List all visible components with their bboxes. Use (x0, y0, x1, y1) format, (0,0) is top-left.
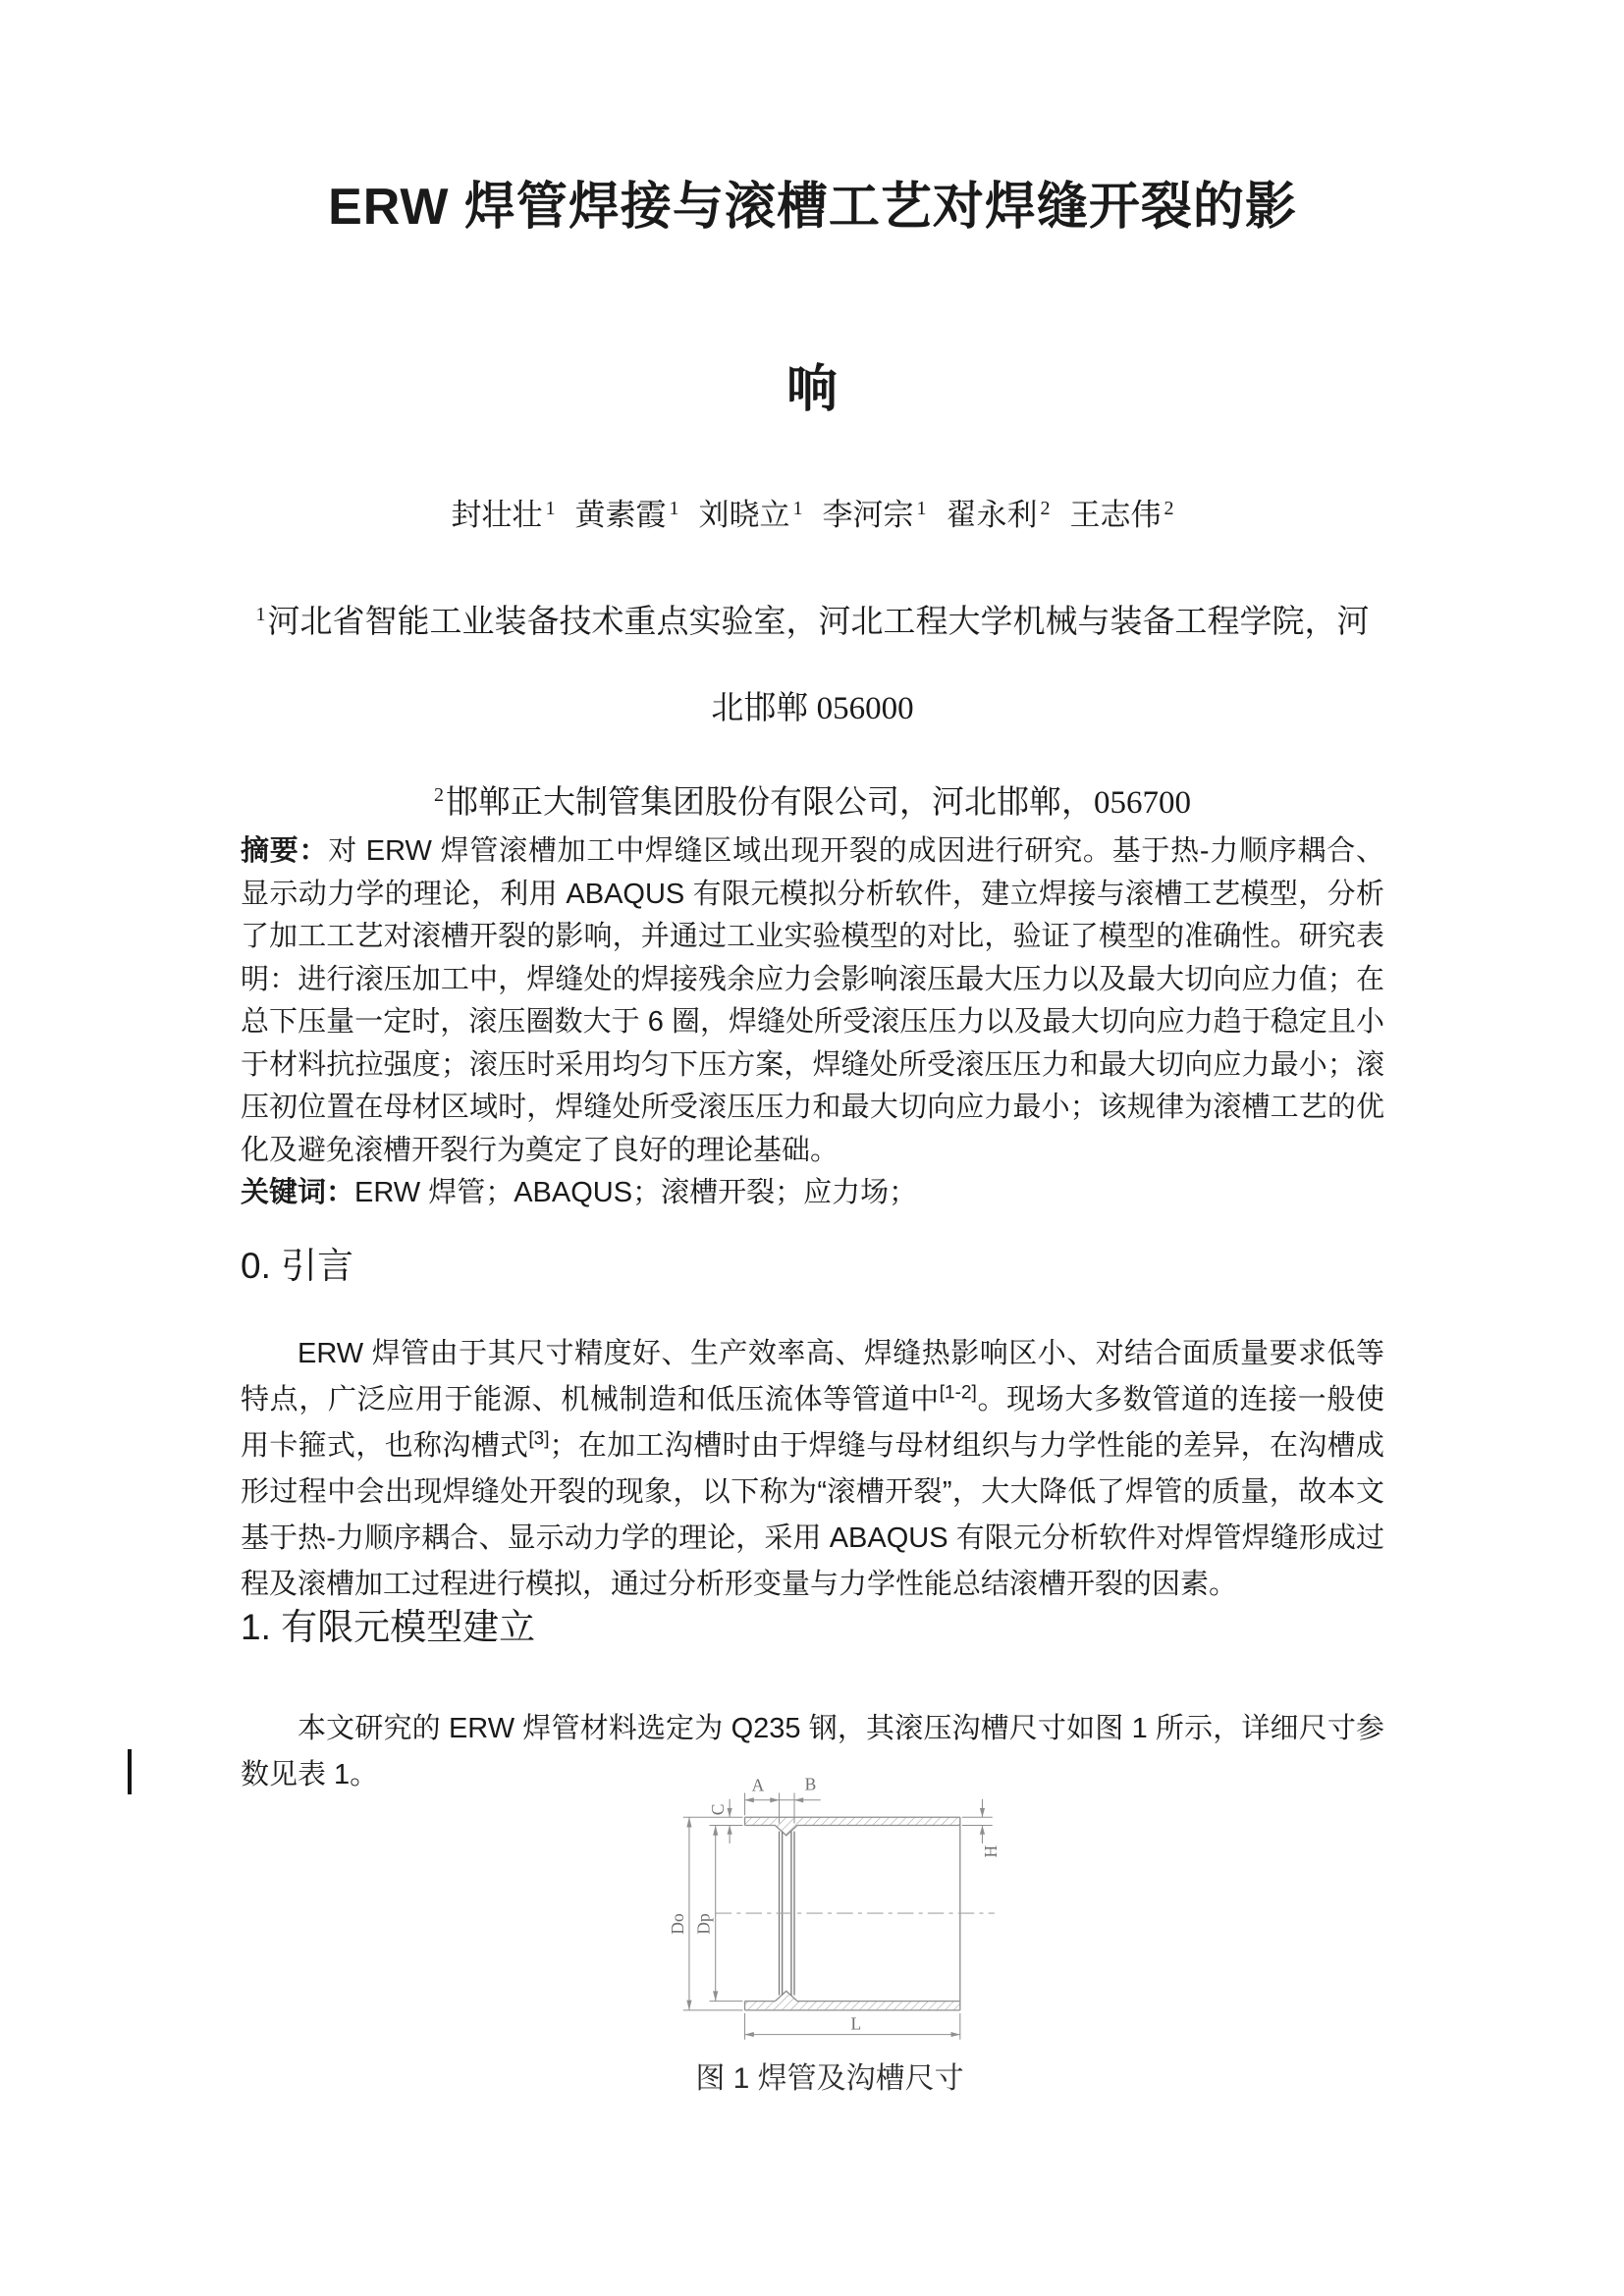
figure1-caption: 图 1 焊管及沟槽尺寸 (695, 2062, 964, 2095)
author-6-name: 王志伟 (1069, 498, 1162, 533)
dim-label-h: H (980, 1844, 1001, 1858)
author-1 (452, 498, 556, 532)
section0-text-2: 。现场大多数管道的连接一般使用卡箍式，也称沟槽式 (241, 1384, 1384, 1462)
dim-label-do: Do (667, 1913, 687, 1935)
abstract-paragraph (241, 830, 1384, 1172)
section0-text-1: ERW 焊管由于其尺寸精度好、生产效率高、焊缝热影响区小、对结合面质量要求低等特点，广泛应用于能源、机械制造和低压流体等管道中 (241, 1338, 1384, 1415)
dim-label-c: C (707, 1803, 728, 1816)
abstract-section (241, 830, 1384, 1215)
author-3-name: 刘晓立 (698, 498, 790, 533)
affiliation-1-line2: 北邯郸 056000 (711, 691, 914, 726)
affiliation-2-mark: 2 (434, 784, 444, 806)
section0-text-3: ；在加工沟槽时由于焊缝与母材组织与力学性能的差异，在沟槽成形过程中会出现焊缝处开裂的现象，以下称为“滚槽开裂”，大大降低了焊管的质量，故本文基于热-力顺序耦合、显示动力学的理论，采用 ABAQUS 有限元分析软件对焊管焊缝形成过程及滚槽加工过程进行模拟，通过分析形变量与力学性能总结滚槽开裂的因素。 (241, 1430, 1384, 1600)
author-1-affiliation-mark: 1 (545, 498, 556, 519)
keywords-text: ERW 焊管；ABAQUS；滚槽开裂；应力场； (354, 1177, 918, 1208)
abstract-label: 摘要： (241, 835, 329, 867)
paper-title (241, 116, 1384, 481)
revision-change-bar (128, 1749, 132, 1794)
paper-title-line2: 响 (785, 361, 839, 418)
author-list (241, 477, 1384, 547)
paper-title-line1: ERW 焊管焊接与滚槽工艺对焊缝开裂的影 (328, 179, 1297, 236)
affiliation-2-text1: 邯郸正大制管集团股份有限公司，河北邯郸，056700 (446, 785, 1191, 821)
section1-heading: 1. 有限元模型建立 (241, 1607, 536, 1647)
affiliation-1-mark: 1 (255, 604, 266, 625)
dim-label-b: B (804, 1775, 817, 1794)
author-4-name: 李河宗 (822, 498, 914, 533)
citation-ref-1-2: [1-2] (939, 1382, 977, 1404)
author-2 (575, 498, 679, 532)
author-2-name: 黄素霞 (574, 498, 667, 533)
author-3 (699, 498, 803, 532)
figure1-drawing (657, 1775, 1001, 2048)
keywords-label: 关键词： (241, 1177, 355, 1208)
author-3-affiliation-mark: 1 (792, 498, 803, 519)
author-6 (1070, 498, 1174, 532)
section0-heading: 0. 引言 (241, 1246, 354, 1286)
keywords-line (241, 1172, 1384, 1215)
figure1 (657, 1775, 1001, 2048)
author-5-name: 翟永利 (946, 498, 1038, 533)
abstract-text: 对 ERW 焊管滚槽加工中焊缝区域出现开裂的成因进行研究。基于热-力顺序耦合、显示动力学的理论，利用 ABAQUS 有限元模拟分析软件，建立焊接与滚槽工艺模型，分析了加工工艺对滚槽开裂的影响，并通过工业实验模型的对比，验证了模型的准确性。研究表明：进行滚压加工中，焊缝处的焊接残余应力会影响滚压最大压力以及最大切向应力值；在总下压量一定时，滚压圈数大于 6 圈，焊缝处所受滚压压力以及最大切向应力趋于稳定且小于材料抗拉强度；滚压时采用均匀下压方案，焊缝处所受滚压压力和最大切向应力最小；滚压初位置在母材区域时，焊缝处所受滚压压力和最大切向应力最小；该规律为滚槽工艺的优化及避免滚槽开裂行为奠定了良好的理论基础。 (241, 835, 1384, 1166)
dim-label-dp: Dp (693, 1913, 714, 1935)
author-4-affiliation-mark: 1 (916, 498, 927, 519)
author-5 (947, 498, 1051, 532)
citation-ref-3: [3] (528, 1428, 550, 1450)
dimension-labels (668, 1775, 1001, 2033)
affiliation-list (241, 571, 1384, 846)
author-4 (823, 498, 927, 532)
affiliation-1-line1 (241, 571, 1384, 666)
author-2-affiliation-mark: 1 (669, 498, 679, 519)
author-6-affiliation-mark: 2 (1164, 498, 1174, 519)
dim-label-a: A (751, 1775, 765, 1795)
author-5-affiliation-mark: 2 (1040, 498, 1051, 519)
section1-paragraph: 本文研究的 ERW 焊管材料选定为 Q235 钢，其滚压沟槽尺寸如图 1 所示，详细尺寸参数见表 1。 (241, 1713, 1384, 1790)
dim-label-l: L (850, 2013, 862, 2034)
section0-paragraph (241, 1331, 1384, 1608)
affiliation-1-text1: 河北省智能工业装备技术重点实验室，河北工程大学机械与装备工程学院，河 (267, 605, 1370, 640)
author-1-name: 封壮壮 (451, 498, 543, 533)
